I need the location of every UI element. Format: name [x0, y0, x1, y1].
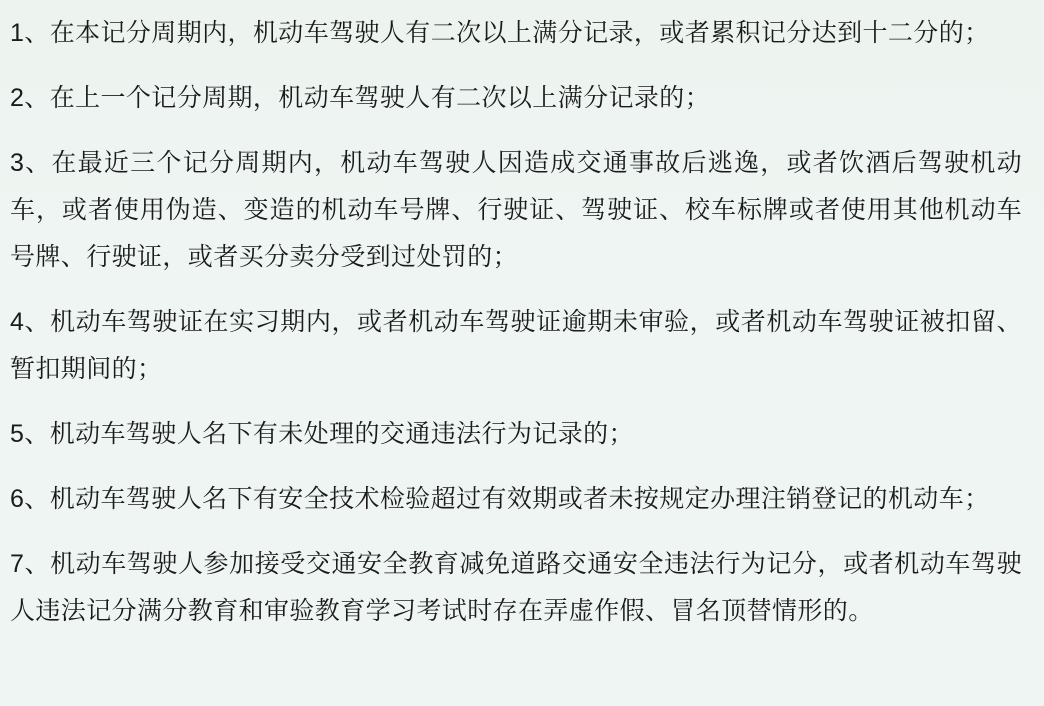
clause-item: 7、机动车驾驶人参加接受交通安全教育减免道路交通安全违法行为记分，或者机动车驾驶人违法记分满分教育和审验教育学习考试时存在弄虚作假、冒名顶替情形的。 — [10, 550, 1022, 625]
clause-item: 5、机动车驾驶人名下有未处理的交通违法行为记录的； — [10, 420, 634, 448]
clause-item: 1、在本记分周期内，机动车驾驶人有二次以上满分记录，或者累积记分达到十二分的； — [10, 19, 990, 47]
clause-item: 2、在上一个记分周期，机动车驾驶人有二次以上满分记录的； — [10, 84, 711, 112]
clause-item: 3、在最近三个记分周期内，机动车驾驶人因造成交通事故后逃逸，或者饮酒后驾驶机动车，或者使用伪造、变造的机动车号牌、行驶证、驾驶证、校车标牌或者使用其他机动车号牌、行驶证，或者买分卖分受到过处罚的； — [10, 149, 1022, 271]
clause-item: 6、机动车驾驶人名下有安全技术检验超过有效期或者未按规定办理注销登记的机动车； — [10, 485, 990, 513]
clause-item: 4、机动车驾驶证在实习期内，或者机动车驾驶证逾期未审验，或者机动车驾驶证被扣留、暂扣期间的； — [10, 308, 1022, 383]
